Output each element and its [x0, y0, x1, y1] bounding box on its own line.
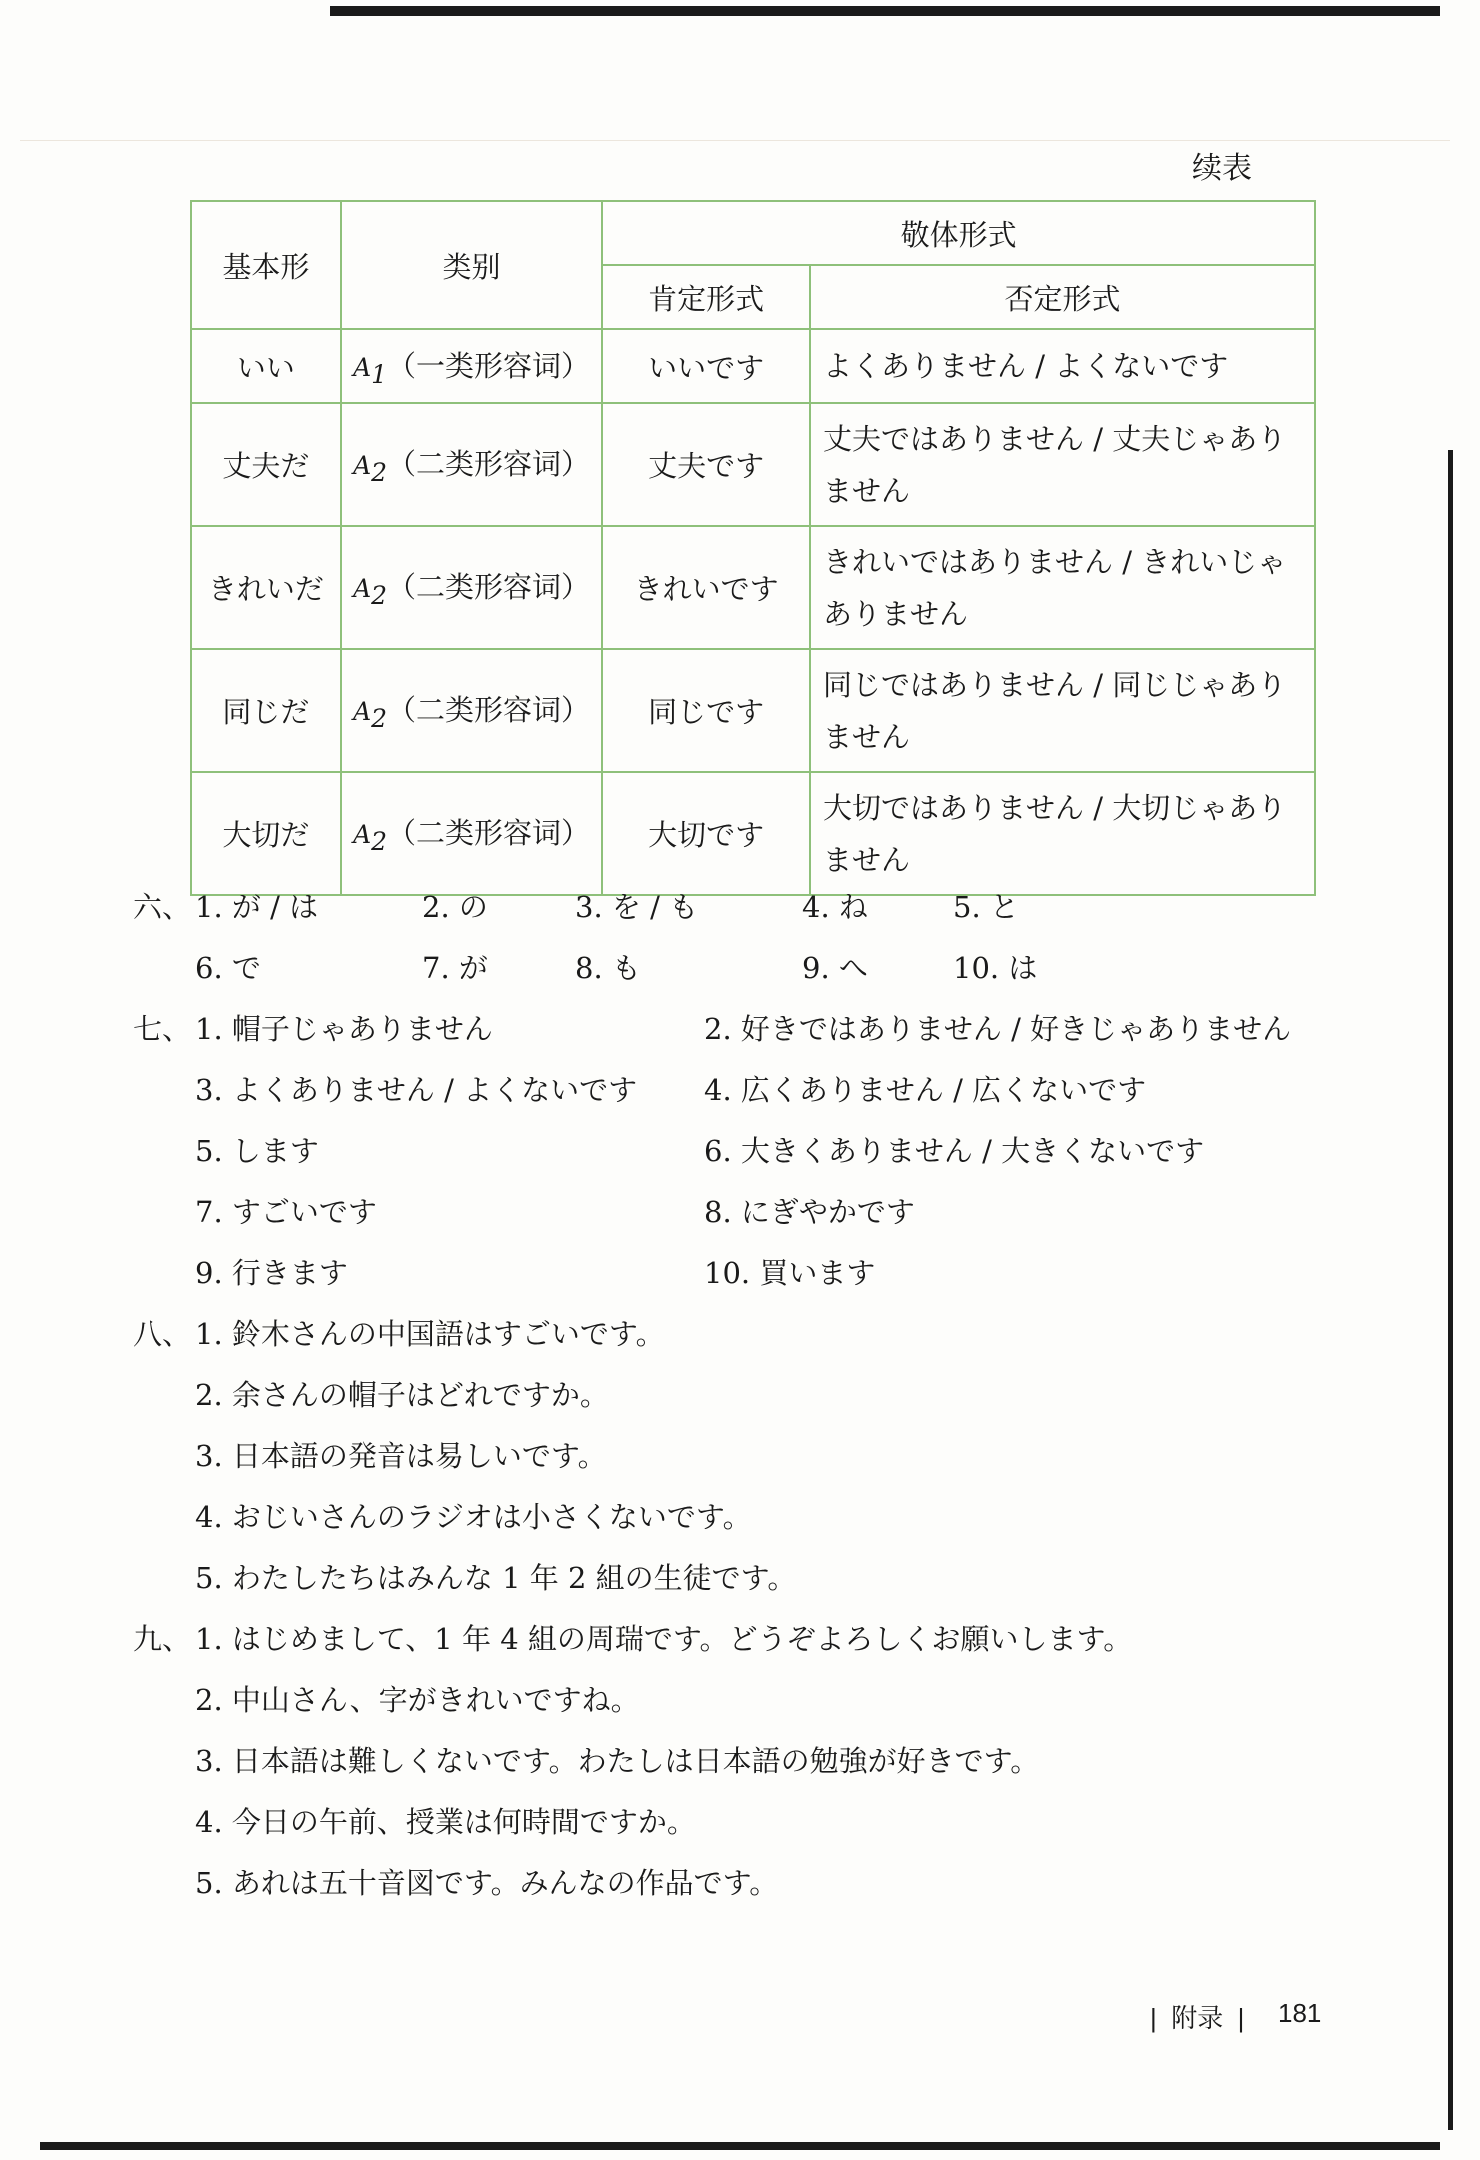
answer-item: 1. が / は	[195, 890, 319, 924]
cell-base: きれいだ	[191, 526, 341, 649]
cell-category: $A_2$（二类形容词）	[341, 649, 603, 772]
answer-item: 2. 好きではありません / 好きじゃありません	[704, 1012, 1292, 1046]
answer-item: 3. 日本語の発音は易しいです。	[195, 1439, 607, 1473]
answer-item: 10. 買います	[704, 1256, 876, 1290]
cell-negative: 同じではありません / 同じじゃありません	[810, 649, 1315, 772]
footer-section: | 附录 |	[1150, 2003, 1245, 2033]
cell-negative: きれいではありません / きれいじゃありません	[810, 526, 1315, 649]
table-row	[191, 526, 1315, 649]
continued-label: 续表	[1192, 151, 1252, 186]
answer-item: 3. よくありません / よくないです	[195, 1073, 638, 1107]
cell-base: いい	[191, 329, 341, 403]
header-affirmative: 肯定形式	[602, 265, 810, 329]
cell-base: 丈夫だ	[191, 403, 341, 526]
cell-category: $A_2$（二类形容词）	[341, 772, 603, 895]
table-row	[191, 649, 1315, 772]
answer-item: 7. が	[422, 951, 488, 985]
answer-item: 1. 鈴木さんの中国語はすごいです。	[195, 1317, 665, 1351]
page-number: 181	[1278, 1998, 1322, 2028]
section-8-label: 八、	[133, 1317, 192, 1351]
answer-item: 9. へ	[802, 951, 868, 985]
answer-item: 3. 日本語は難しくないです。わたしは日本語の勉強が好きです。	[195, 1744, 1040, 1778]
answer-item: 1. 帽子じゃありません	[195, 1012, 493, 1046]
answer-item: 8. も	[575, 951, 641, 985]
conjugation-table	[190, 200, 1316, 896]
answer-item: 3. を / も	[575, 890, 699, 924]
answer-item: 1. はじめまして、1 年 4 組の周瑞です。どうぞよろしくお願いします。	[195, 1622, 1133, 1656]
answer-item: 4. 広くありません / 広くないです	[704, 1073, 1147, 1107]
answer-item: 9. 行きます	[195, 1256, 348, 1290]
cell-category: $A_1$（一类形容词）	[341, 329, 603, 403]
answer-item: 5. わたしたちはみんな 1 年 2 組の生徒です。	[195, 1561, 797, 1595]
section-9-label: 九、	[133, 1622, 192, 1656]
header-category: 类别	[341, 201, 603, 329]
cell-affirmative: 丈夫です	[602, 403, 810, 526]
table-row	[191, 329, 1315, 403]
cell-base: 大切だ	[191, 772, 341, 895]
section-7-label: 七、	[133, 1012, 192, 1046]
header-base-form: 基本形	[191, 201, 341, 329]
answer-item: 5. と	[953, 890, 1019, 924]
right-border-bar	[1448, 450, 1453, 2130]
cell-category: $A_2$（二类形容词）	[341, 403, 603, 526]
answer-item: 4. 今日の午前、授業は何時間ですか。	[195, 1805, 696, 1839]
header-negative: 否定形式	[810, 265, 1315, 329]
cell-affirmative: 同じです	[602, 649, 810, 772]
bottom-border-bar	[40, 2142, 1440, 2150]
answer-item: 8. にぎやかです	[704, 1195, 915, 1229]
answer-item: 4. おじいさんのラジオは小さくないです。	[195, 1500, 752, 1534]
cell-affirmative: いいです	[602, 329, 810, 403]
cell-category: $A_2$（二类形容词）	[341, 526, 603, 649]
answer-item: 6. 大きくありません / 大きくないです	[704, 1134, 1205, 1168]
top-border-bar	[330, 6, 1440, 16]
header-polite-form: 敬体形式	[602, 201, 1315, 265]
answer-item: 2. 中山さん、字がきれいですね。	[195, 1683, 640, 1717]
table-header-row	[191, 201, 1315, 265]
answer-item: 4. ね	[802, 890, 868, 924]
answer-item: 10. は	[953, 951, 1038, 985]
answer-item: 2. 余さんの帽子はどれですか。	[195, 1378, 609, 1412]
cell-affirmative: きれいです	[602, 526, 810, 649]
header-rule	[20, 140, 1450, 141]
cell-affirmative: 大切です	[602, 772, 810, 895]
section-6-label: 六、	[133, 890, 192, 924]
cell-negative: よくありません / よくないです	[810, 329, 1315, 403]
answer-item: 2. の	[422, 890, 488, 924]
table-row	[191, 772, 1315, 895]
table-row	[191, 403, 1315, 526]
answer-item: 5. あれは五十音図です。みんなの作品です。	[195, 1866, 779, 1900]
cell-base: 同じだ	[191, 649, 341, 772]
cell-negative: 大切ではありません / 大切じゃありません	[810, 772, 1315, 895]
cell-negative: 丈夫ではありません / 丈夫じゃありません	[810, 403, 1315, 526]
answer-item: 7. すごいです	[195, 1195, 377, 1229]
answer-item: 5. します	[195, 1134, 319, 1168]
answer-item: 6. で	[195, 951, 261, 985]
